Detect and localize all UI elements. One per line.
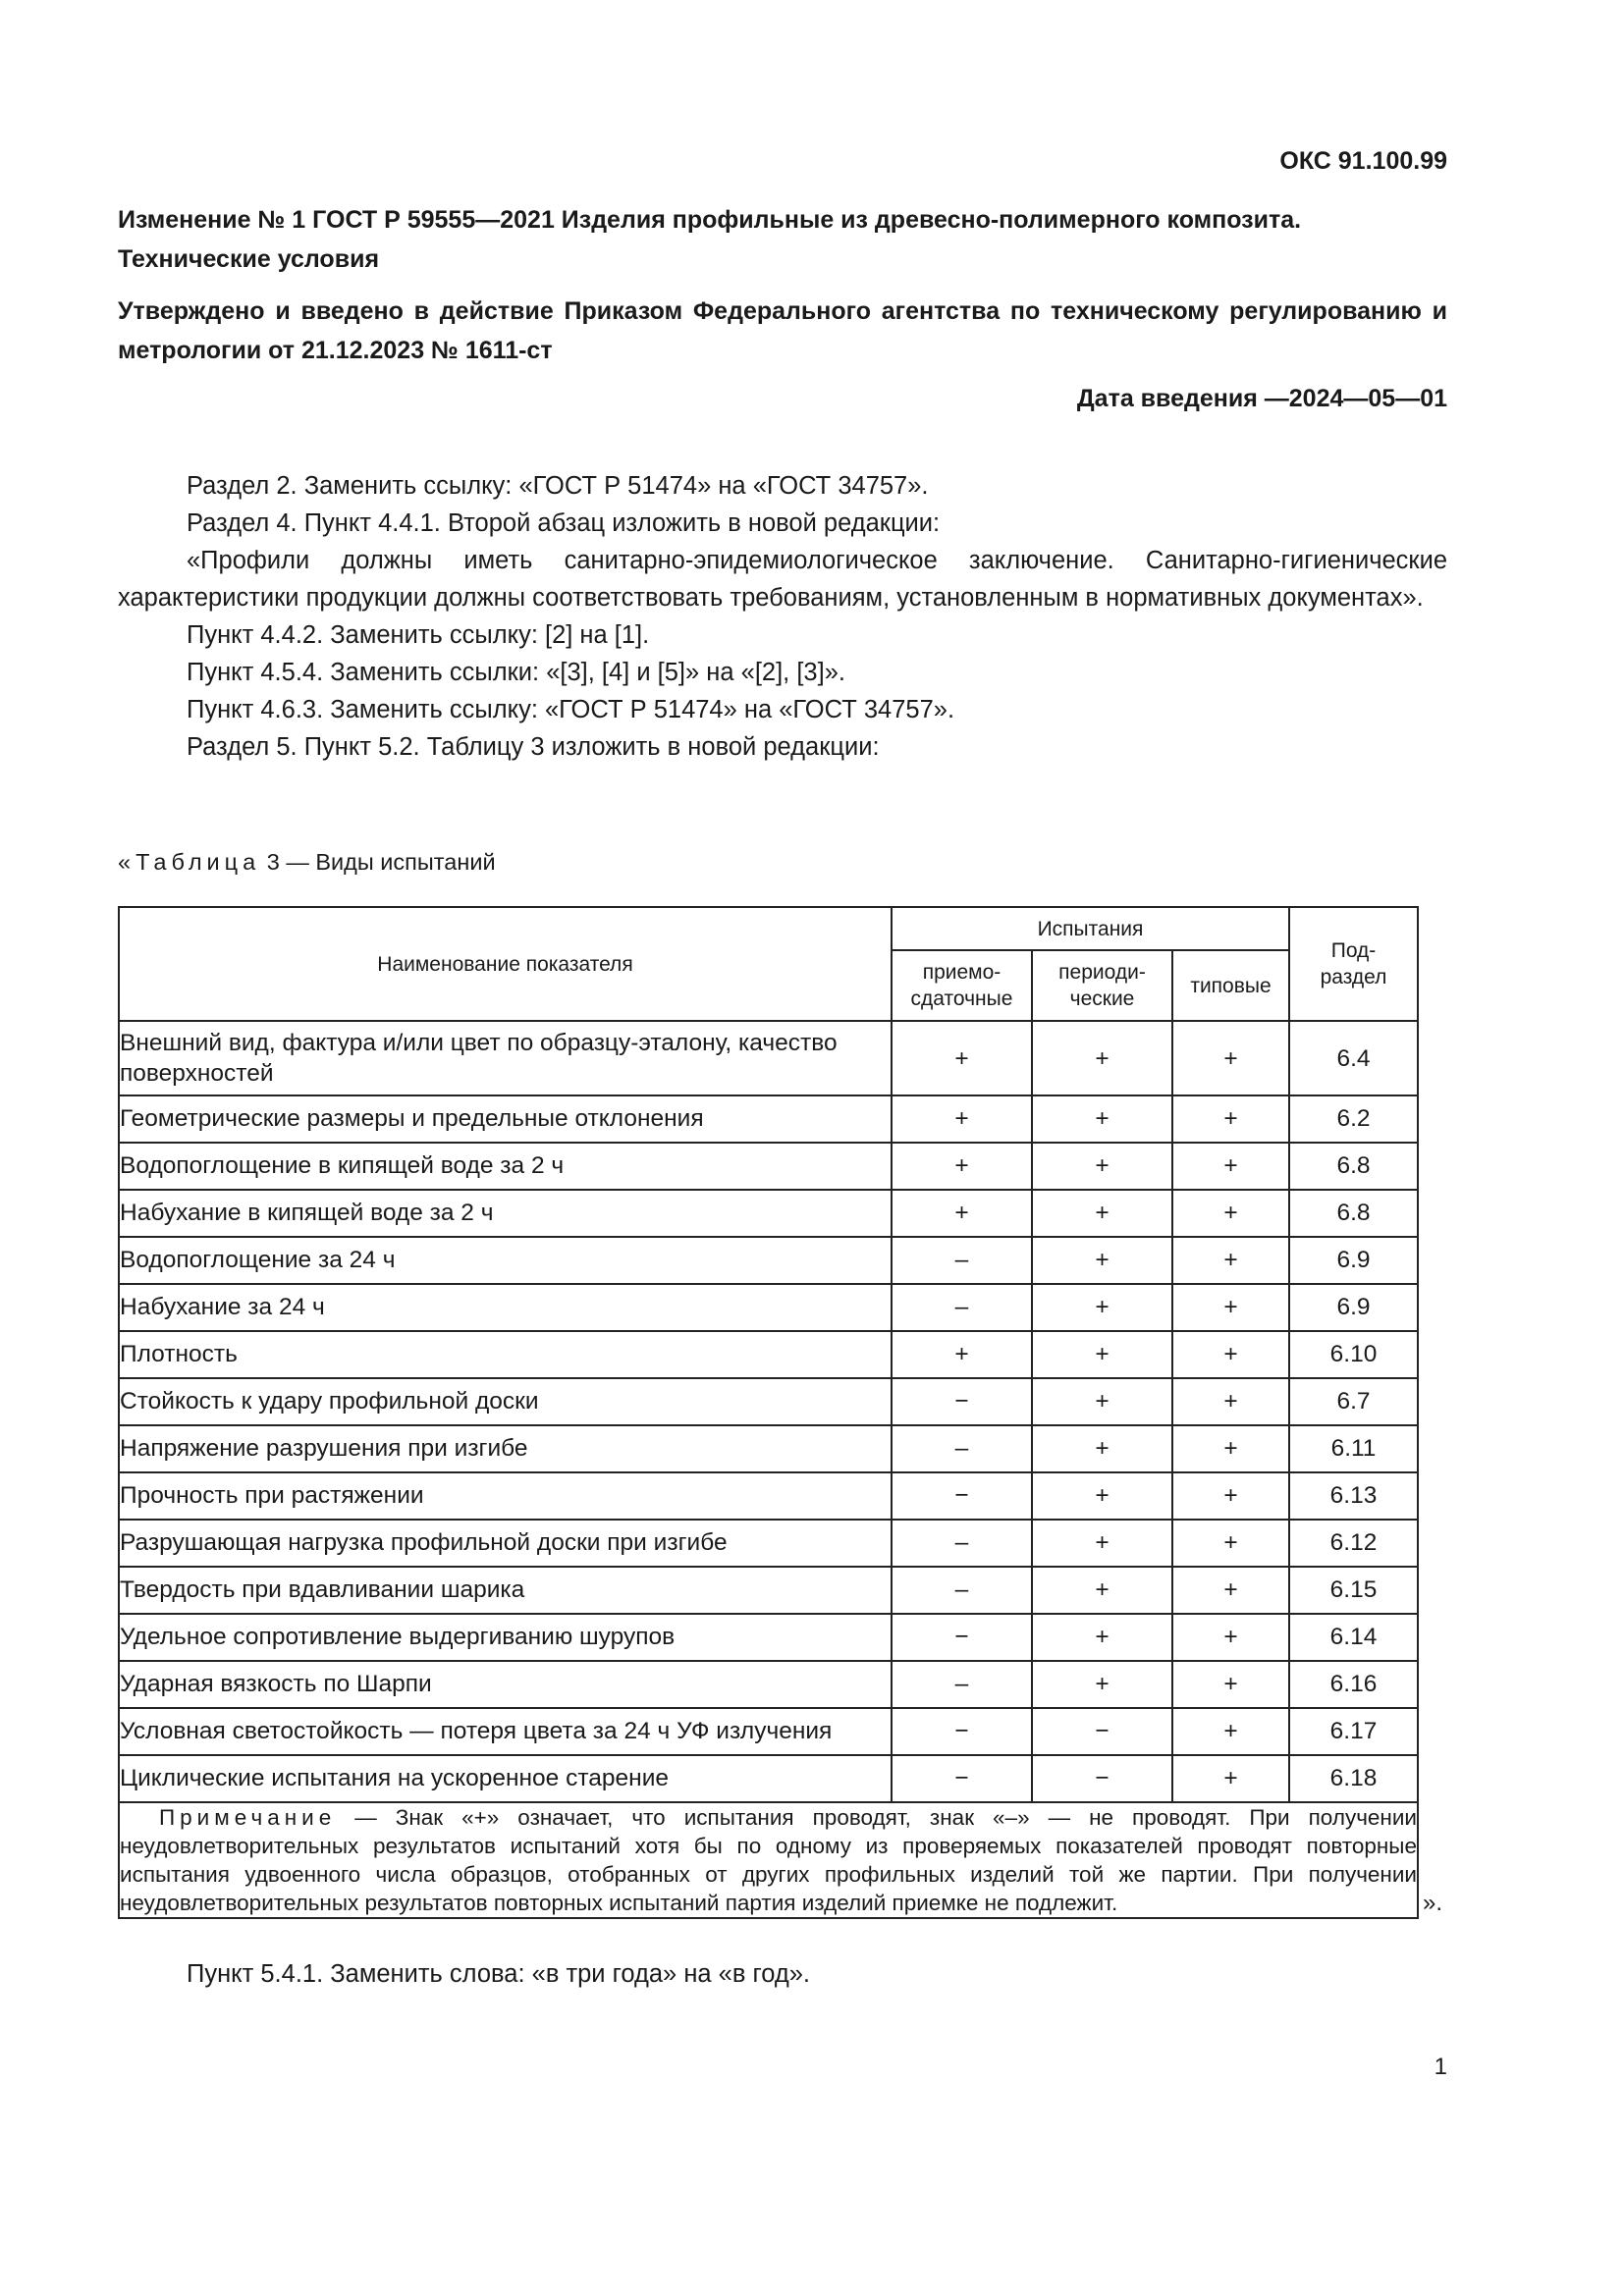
introduction-date: Дата введения —2024—05—01	[1076, 385, 1447, 412]
table-row	[119, 1190, 1418, 1237]
table-row	[119, 1614, 1418, 1661]
row-periodic: +	[1032, 1661, 1172, 1708]
row-name: Разрушающая нагрузка профильной доски при изгибе	[119, 1520, 892, 1567]
row-periodic: +	[1032, 1472, 1172, 1520]
row-periodic: +	[1032, 1143, 1172, 1190]
table-closing-quote: ».	[1423, 1890, 1443, 1916]
row-periodic: +	[1032, 1237, 1172, 1284]
row-name: Водопоглощение за 24 ч	[119, 1237, 892, 1284]
row-type: +	[1172, 1708, 1289, 1755]
table-row	[119, 1095, 1418, 1143]
row-name: Прочность при растяжении	[119, 1472, 892, 1520]
amendment-body	[118, 467, 1447, 766]
row-type: +	[1172, 1190, 1289, 1237]
row-subsection: 6.2	[1289, 1095, 1418, 1143]
table-row	[119, 1567, 1418, 1614]
row-subsection: 6.9	[1289, 1237, 1418, 1284]
row-acceptance: –	[892, 1284, 1032, 1331]
row-type: +	[1172, 1567, 1289, 1614]
row-periodic: +	[1032, 1520, 1172, 1567]
row-name: Геометрические размеры и предельные отклонения	[119, 1095, 892, 1143]
row-acceptance: +	[892, 1143, 1032, 1190]
row-periodic: −	[1032, 1708, 1172, 1755]
row-subsection: 6.12	[1289, 1520, 1418, 1567]
table-row	[119, 1378, 1418, 1425]
row-subsection: 6.13	[1289, 1472, 1418, 1520]
classification-code: ОКС 91.100.99	[1279, 147, 1447, 175]
table-row	[119, 1331, 1418, 1378]
row-name: Набухание в кипящей воде за 2 ч	[119, 1190, 892, 1237]
table-caption	[118, 849, 496, 876]
row-type: +	[1172, 1614, 1289, 1661]
row-type: +	[1172, 1331, 1289, 1378]
row-periodic: +	[1032, 1567, 1172, 1614]
row-name: Удельное сопротивление выдергиванию шурупов	[119, 1614, 892, 1661]
row-name: Условная светостойкость — потеря цвета за 24 ч УФ излучения	[119, 1708, 892, 1755]
row-periodic: +	[1032, 1614, 1172, 1661]
approval-statement: Утверждено и введено в действие Приказом Федерального агентства по техническому регулированию и метрологии от 21.12.2023 № 1611-ст	[118, 297, 1447, 364]
header-indicator-name: Наименование показателя	[119, 907, 892, 1021]
table-row	[119, 1661, 1418, 1708]
paragraph: Пункт 4.5.4. Заменить ссылки: «[3], [4] и [5]» на «[2], [3]».	[187, 659, 845, 686]
table-row	[119, 1425, 1418, 1472]
row-acceptance: +	[892, 1190, 1032, 1237]
row-type: +	[1172, 1095, 1289, 1143]
row-subsection: 6.18	[1289, 1755, 1418, 1802]
row-name: Циклические испытания на ускоренное старение	[119, 1755, 892, 1802]
row-periodic: +	[1032, 1095, 1172, 1143]
paragraph: Раздел 5. Пункт 5.2. Таблицу 3 изложить в новой редакции:	[187, 733, 880, 761]
row-name: Плотность	[119, 1331, 892, 1378]
row-acceptance: +	[892, 1095, 1032, 1143]
row-subsection: 6.8	[1289, 1190, 1418, 1237]
header-type: типовые	[1172, 950, 1289, 1021]
row-subsection: 6.16	[1289, 1661, 1418, 1708]
paragraph: Раздел 4. Пункт 4.4.1. Второй абзац изложить в новой редакции:	[187, 509, 941, 537]
row-type: +	[1172, 1425, 1289, 1472]
paragraph: Пункт 4.6.3. Заменить ссылку: «ГОСТ Р 51474» на «ГОСТ 34757».	[187, 696, 955, 723]
row-type: +	[1172, 1284, 1289, 1331]
note-text: — Знак «+» означает, что испытания проводят, знак «–» — не проводят. При получении неудовлетворительных результатов испытаний хотя бы по одному из проверяемых показателей проводят повторные испытания удвоенного числа образцов, отобранных от других профильных изделий той же партии. При получении неудовлетворительных результатов повторных испытаний партия изделий приемке не подлежит.	[120, 1805, 1417, 1915]
row-periodic: +	[1032, 1378, 1172, 1425]
row-subsection: 6.10	[1289, 1331, 1418, 1378]
tests-table	[118, 906, 1419, 1919]
final-paragraph: Пункт 5.4.1. Заменить слова: «в три года» на «в год».	[187, 1960, 810, 1988]
row-subsection: 6.4	[1289, 1021, 1418, 1095]
row-type: +	[1172, 1661, 1289, 1708]
row-name: Твердость при вдавливании шарика	[119, 1567, 892, 1614]
row-periodic: −	[1032, 1755, 1172, 1802]
table-row	[119, 1520, 1418, 1567]
row-periodic: +	[1032, 1021, 1172, 1095]
row-subsection: 6.15	[1289, 1567, 1418, 1614]
row-subsection: 6.9	[1289, 1284, 1418, 1331]
table-row	[119, 1143, 1418, 1190]
table-row	[119, 1284, 1418, 1331]
row-name: Стойкость к удару профильной доски	[119, 1378, 892, 1425]
table-caption-prefix: «Таблица	[118, 849, 261, 875]
row-acceptance: –	[892, 1520, 1032, 1567]
header-tests: Испытания	[892, 907, 1289, 950]
paragraph: «Профили должны иметь санитарно-эпидемиологическое заключение. Санитарно-гигиенические характеристики продукции должны соответствовать требованиям, установленным в нормативных документах».	[118, 547, 1447, 612]
row-type: +	[1172, 1472, 1289, 1520]
row-acceptance: −	[892, 1378, 1032, 1425]
row-periodic: +	[1032, 1284, 1172, 1331]
row-periodic: +	[1032, 1425, 1172, 1472]
row-type: +	[1172, 1755, 1289, 1802]
table-note-row	[119, 1802, 1418, 1918]
row-name: Набухание за 24 ч	[119, 1284, 892, 1331]
row-acceptance: –	[892, 1661, 1032, 1708]
paragraph: Пункт 4.4.2. Заменить ссылку: [2] на [1].	[187, 621, 650, 649]
row-acceptance: −	[892, 1472, 1032, 1520]
row-subsection: 6.8	[1289, 1143, 1418, 1190]
row-type: +	[1172, 1237, 1289, 1284]
row-acceptance: –	[892, 1425, 1032, 1472]
note-label: Примечание	[159, 1805, 337, 1830]
row-name: Напряжение разрушения при изгибе	[119, 1425, 892, 1472]
row-subsection: 6.14	[1289, 1614, 1418, 1661]
row-name: Ударная вязкость по Шарпи	[119, 1661, 892, 1708]
row-subsection: 6.17	[1289, 1708, 1418, 1755]
row-acceptance: −	[892, 1708, 1032, 1755]
paragraph: Раздел 2. Заменить ссылку: «ГОСТ Р 51474» на «ГОСТ 34757».	[187, 472, 929, 500]
row-type: +	[1172, 1520, 1289, 1567]
table-row	[119, 1755, 1418, 1802]
header-acceptance: приемо-сдаточные	[892, 950, 1032, 1021]
row-type: +	[1172, 1378, 1289, 1425]
header-subsection: Под-раздел	[1289, 907, 1418, 1021]
row-type: +	[1172, 1143, 1289, 1190]
row-subsection: 6.7	[1289, 1378, 1418, 1425]
table-row	[119, 1237, 1418, 1284]
table-caption-title: 3 — Виды испытаний	[260, 849, 496, 875]
row-name: Водопоглощение в кипящей воде за 2 ч	[119, 1143, 892, 1190]
row-subsection: 6.11	[1289, 1425, 1418, 1472]
row-acceptance: –	[892, 1567, 1032, 1614]
row-acceptance: −	[892, 1755, 1032, 1802]
row-acceptance: +	[892, 1021, 1032, 1095]
amendment-title: Изменение № 1 ГОСТ Р 59555—2021 Изделия профильные из древесно-полимерного композита. Технические условия	[118, 206, 1302, 273]
row-name: Внешний вид, фактура и/или цвет по образцу-эталону, качество поверхностей	[119, 1021, 892, 1095]
table-note	[119, 1802, 1418, 1918]
table-row	[119, 1021, 1418, 1095]
header-periodic: периоди-ческие	[1032, 950, 1172, 1021]
row-type: +	[1172, 1021, 1289, 1095]
row-acceptance: +	[892, 1331, 1032, 1378]
row-acceptance: –	[892, 1237, 1032, 1284]
row-periodic: +	[1032, 1331, 1172, 1378]
page-number: 1	[1434, 2054, 1447, 2080]
table-row	[119, 1708, 1418, 1755]
row-periodic: +	[1032, 1190, 1172, 1237]
table-row	[119, 1472, 1418, 1520]
row-acceptance: −	[892, 1614, 1032, 1661]
